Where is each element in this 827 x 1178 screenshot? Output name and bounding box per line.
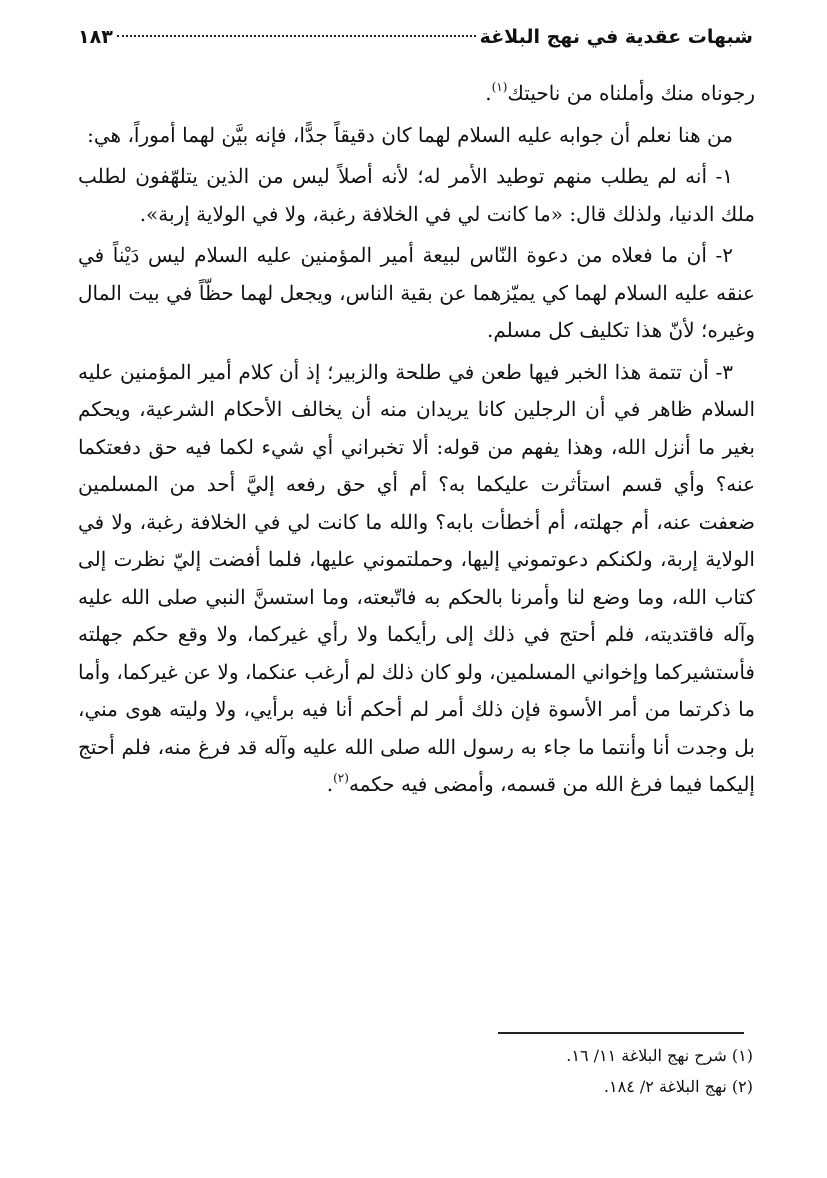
paragraph: من هنا نعلم أن جوابه عليه السلام لهما كان دقيقاً جدًّا، فإنه بيَّن لهما أموراً، هي: [87,122,733,147]
main-text [78,75,755,808]
paragraph: رجوناه منك وأملناه من ناحيتك$^{(١)}$. [485,80,755,105]
footnotes [373,1040,753,1102]
page-number: ١٨٣ [78,26,113,48]
paragraph: ٢- أن ما فعلاه من دعوة النّاس لبيعة أمير المؤمنين عليه السلام ليس دَيْناً في عنقه عليه السلام لهما كي يميّزهما عن بقية الناس، ويجعل لهما حظّاً في بيت المال وغيره؛ لأنّ هذا تكليف كل مسلم. [78,243,755,342]
dotted-leader [117,35,476,37]
paragraph: ٣- أن تتمة هذا الخبر فيها طعن في طلحة والزبير؛ إذ أن كلام أمير المؤمنين عليه السلام ظاهر في أن الرجلين كانا يريدان منه أن يخالف الأحكام الشرعية، ويحكم بغير ما أنزل الله، وهذا يفهم من قوله: ألا تخبراني أي شيء لكما فيه حق دفعتكما عنه؟ وأي قسم استأثرت عليكما به؟ أم أي حق رفعه إليَّ أحد من المسلمين ضعفت عنه، أم جهلته، أم أخطأت بابه؟ والله ما كانت لي في الخلافة رغبة، ولا في الولاية إربة، ولكنكم دعوتموني إليها، وحملتموني عليها، فلما أفضت إليّ نظرت إلى كتاب الله، وما وضع لنا وأمرنا بالحكم به فاتّبعته، وما استسنَّ النبي صلى الله عليه وآله فاقتديته، فلم أحتج في ذلك إلى رأيكما ولا رأي غيركما، ولا وقع حكم جهلته فأستشيركما وإخواني المسلمين، ولو كان ذلك لم أرغب عنكما، ولا عن غيركما، وأما ما ذكرتما من أمر الأسوة فإن ذلك أمر لم أحكم أنا فيه برأيي، ولا وليته هوى مني، بل وجدت أنا وأنتما ما جاء به رسول الله صلى الله عليه وآله قد فرغ منه، فلم أحتج إليكما فيما فرغ الله من قسمه، وأمضى فيه حكمه$^{(٢)}$. [78,359,755,796]
footnote-item: (١) شرح نهج البلاغة ١١/ ١٦. [566,1046,753,1065]
header-title: شبهات عقدية في نهج البلاغة [479,26,753,48]
paragraph: ١- أنه لم يطلب منهم توطيد الأمر له؛ لأنه أصلاً ليس من الذين يتلهّفون لطلب ملك الدنيا، ولذلك قال: «ما كانت لي في الخلافة رغبة، ولا في الولاية إربة». [78,164,755,226]
footnote-ref: (١) [491,80,508,94]
footnote-divider [498,1032,744,1034]
footnote-ref: (٢) [333,771,349,785]
footnote-item: (٢) نهج البلاغة ٢/ ١٨٤. [603,1077,753,1096]
running-header [78,26,753,48]
